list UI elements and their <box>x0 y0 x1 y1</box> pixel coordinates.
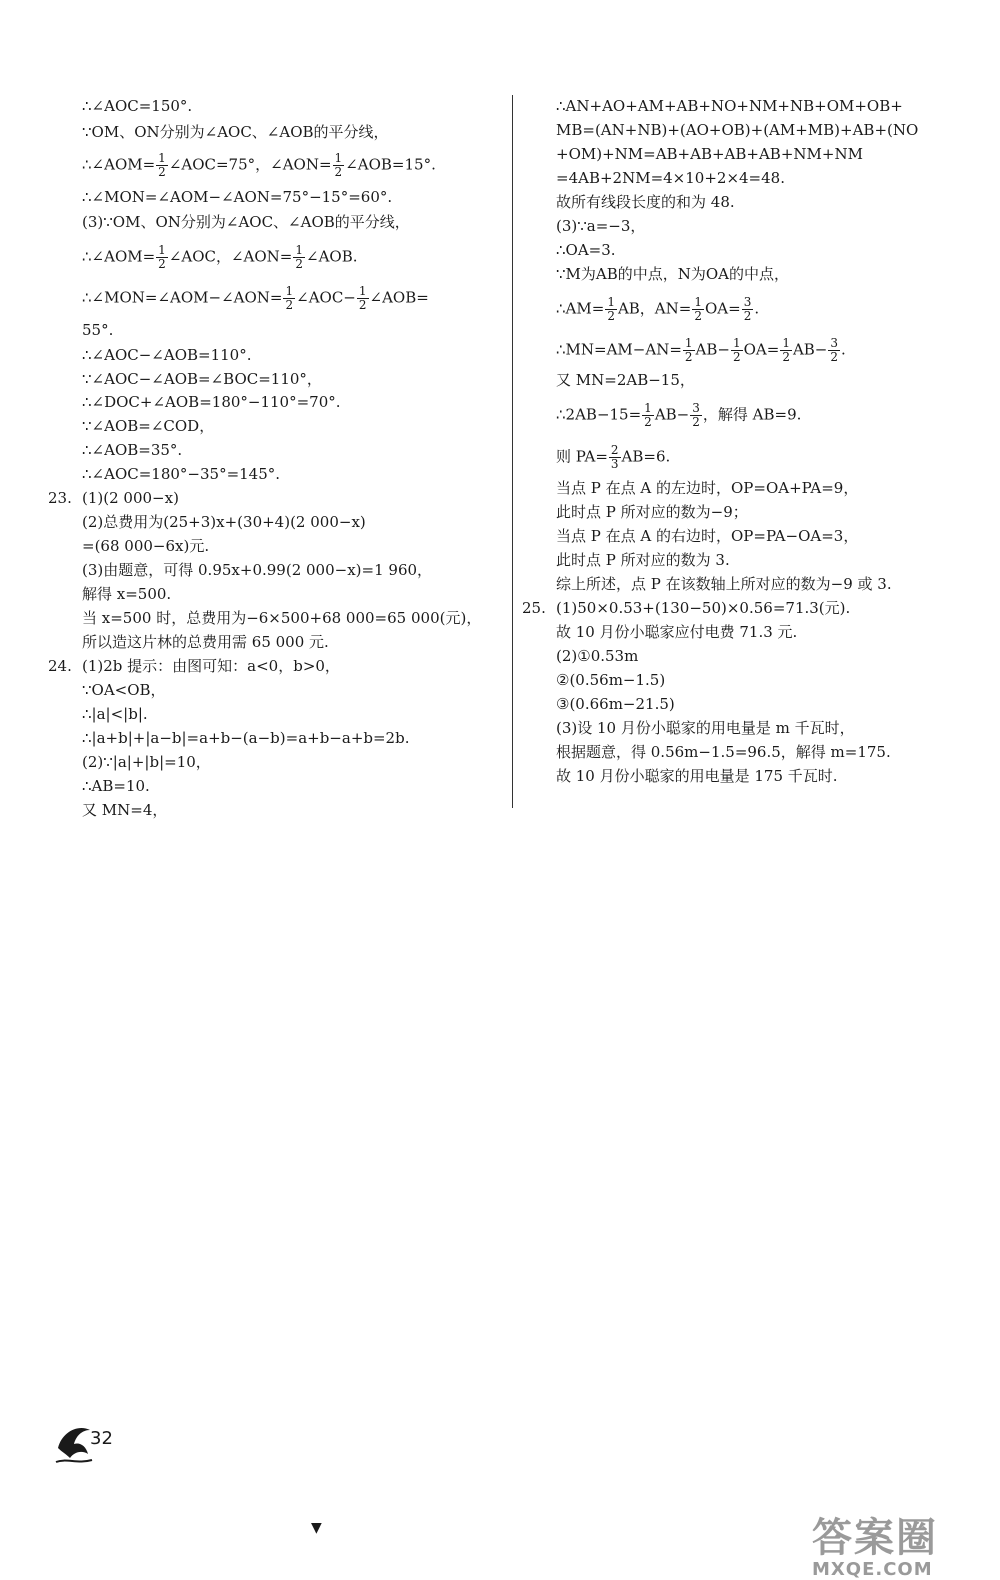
watermark-title: 答案圈 <box>812 1515 938 1561</box>
text-line <box>82 244 358 271</box>
text-seg: ∴∠AOM= <box>82 155 156 174</box>
fraction: $\frac{3}{2}$ <box>743 295 752 323</box>
text-line: (2)①0.53m <box>556 647 639 665</box>
text-line: ∴∠AOC=150°. <box>82 97 193 115</box>
text-line: 又 MN=4， <box>82 801 168 819</box>
text-seg: 则 PA= <box>556 447 608 466</box>
fraction: $\frac{1}{2}$ <box>285 284 294 312</box>
text-line: (3)∵OM、ON分别为∠AOC、∠AOB的平分线， <box>82 213 410 231</box>
text-line: ∵∠AOC−∠AOB=∠BOC=110°， <box>82 370 322 388</box>
text-line: ③(0.66m−21.5) <box>556 695 675 713</box>
text-line: =4AB+2NM=4×10+2×4=48. <box>556 169 785 187</box>
fraction: $\frac{1}{2}$ <box>694 295 702 323</box>
text-seg: . <box>754 299 760 318</box>
text-line <box>82 152 436 179</box>
text-seg: . <box>841 340 846 359</box>
page-number: 32 <box>90 1428 113 1449</box>
text-line: 当 x=500 时，总费用为−6×500+68 000=65 000(元)， <box>82 609 482 627</box>
text-line <box>556 337 846 364</box>
text-line: 故 10 月份小聪家的用电量是 175 千瓦时. <box>556 767 838 785</box>
text-line: ∴OA=3. <box>556 241 616 259</box>
text-line: ∵M为AB的中点，N为OA的中点， <box>556 265 790 283</box>
text-line: 综上所述，点 P 在该数轴上所对应的数为−9 或 3. <box>556 575 892 593</box>
fraction: $\frac{3}{2}$ <box>692 401 700 429</box>
text-seg: ∴∠MON=∠AOM−∠AON= <box>82 288 283 307</box>
text-line: (2)总费用为(25+3)x+(30+4)(2 000−x) <box>82 513 366 531</box>
text-line: ∴∠DOC+∠AOB=180°−110°=70°. <box>82 393 341 411</box>
text-line: ∵OM、ON分别为∠AOC、∠AOB的平分线， <box>82 123 389 141</box>
text-seg: AB=6. <box>621 447 671 466</box>
fraction: $\frac{1}{2}$ <box>158 151 166 179</box>
text-line: 所以造这片林的总费用需 65 000 元. <box>82 633 329 651</box>
text-line: ∵OA<OB， <box>82 681 166 699</box>
text-seg: AB− <box>792 340 828 359</box>
question-number: 25. <box>522 599 546 617</box>
text-seg: AB− <box>654 405 690 424</box>
question-number: 23. <box>48 489 72 507</box>
text-seg: AB− <box>695 340 730 359</box>
text-line: +OM)+NM=AB+AB+AB+AB+NM+NM <box>556 145 863 163</box>
text-line: ∴AN+AO+AM+AB+NO+NM+NB+OM+OB+ <box>556 97 903 115</box>
text-line: 55°. <box>82 321 114 339</box>
text-line <box>556 402 801 429</box>
text-line: ∴AB=10. <box>82 777 150 795</box>
text-line: (3)设 10 月份小聪家的用电量是 m 千瓦时， <box>556 719 855 737</box>
watermark <box>812 1516 938 1580</box>
page-marker-icon: ▼ <box>311 1520 322 1536</box>
fraction: $\frac{1}{2}$ <box>782 336 790 364</box>
question-number: 24. <box>48 657 72 675</box>
text-line: 当点 P 在点 A 的右边时，OP=PA−OA=3， <box>556 527 859 545</box>
fraction: $\frac{1}{2}$ <box>684 336 693 364</box>
text-line: 解得 x=500. <box>82 585 172 603</box>
fraction: $\frac{1}{2}$ <box>295 243 304 271</box>
text-line: ∴|a+b|+|a−b|=a+b−(a−b)=a+b−a+b=2b. <box>82 729 410 747</box>
text-line: ∵∠AOB=∠COD， <box>82 417 215 435</box>
text-seg: ∴∠AOM= <box>82 247 156 266</box>
fraction: $\frac{2}{3}$ <box>610 443 619 471</box>
fraction: $\frac{1}{2}$ <box>334 151 343 179</box>
text-seg: ∠AOC− <box>296 288 356 307</box>
text-seg: AB，AN= <box>617 299 692 318</box>
column-divider <box>512 95 513 808</box>
text-line: =(68 000−6x)元. <box>82 537 210 555</box>
text-seg: ∴MN=AM−AN= <box>556 340 682 359</box>
text-line: ∴∠AOB=35°. <box>82 441 183 459</box>
text-line: MB=(AN+NB)+(AO+OB)+(AM+MB)+AB+(NO <box>556 121 919 139</box>
text-seg: ∴AM= <box>556 299 605 318</box>
fraction: $\frac{1}{2}$ <box>732 336 741 364</box>
text-seg: OA= <box>704 299 741 318</box>
text-line: ∴∠AOC=180°−35°=145°. <box>82 465 281 483</box>
text-line: 又 MN=2AB−15， <box>556 371 695 389</box>
text-line: (1)50×0.53+(130−50)×0.56=71.3(元). <box>556 599 851 617</box>
text-line: (1)(2 000−x) <box>82 489 179 507</box>
text-seg: ∠AOB= <box>369 288 429 307</box>
text-seg: ，解得 AB=9. <box>702 405 802 424</box>
text-line: 故所有线段长度的和为 48. <box>556 193 735 211</box>
text-line: (1)2b 提示：由图可知：a<0，b>0， <box>82 657 340 675</box>
text-line <box>556 296 759 323</box>
text-line <box>556 444 670 471</box>
fraction: $\frac{1}{2}$ <box>358 284 367 312</box>
text-line: ∴|a|<|b|. <box>82 705 148 723</box>
text-seg: ∠AOB. <box>306 247 358 266</box>
text-line: ②(0.56m−1.5) <box>556 671 666 689</box>
fraction: $\frac{3}{2}$ <box>830 336 839 364</box>
text-line: (3)∵a=−3， <box>556 217 646 235</box>
text-seg: ∠AOC，∠AON= <box>168 247 293 266</box>
text-seg: ∴2AB−15= <box>556 405 642 424</box>
text-seg: OA= <box>743 340 780 359</box>
text-line: (3)由题意，可得 0.95x+0.99(2 000−x)=1 960， <box>82 561 433 579</box>
text-line: 当点 P 在点 A 的左边时，OP=OA+PA=9， <box>556 479 859 497</box>
text-seg: ∠AOB=15°. <box>345 155 436 174</box>
text-line: 根据题意，得 0.56m−1.5=96.5，解得 m=175. <box>556 743 891 761</box>
watermark-url: MXQE.COM <box>812 1559 933 1580</box>
text-line: 此时点 P 所对应的数为 3. <box>556 551 730 569</box>
fraction: $\frac{1}{2}$ <box>158 243 166 271</box>
text-line: 此时点 P 所对应的数为−9； <box>556 503 748 521</box>
text-line: ∴∠MON=∠AOM−∠AON=75°−15°=60°. <box>82 188 393 206</box>
fraction: $\frac{1}{2}$ <box>607 295 615 323</box>
text-line: ∴∠AOC−∠AOB=110°. <box>82 346 252 364</box>
text-line <box>82 285 429 312</box>
text-line: 故 10 月份小聪家应付电费 71.3 元. <box>556 623 798 641</box>
fraction: $\frac{1}{2}$ <box>644 401 652 429</box>
text-line: (2)∵|a|+|b|=10， <box>82 753 211 771</box>
text-seg: ∠AOC=75°，∠AON= <box>168 155 332 174</box>
